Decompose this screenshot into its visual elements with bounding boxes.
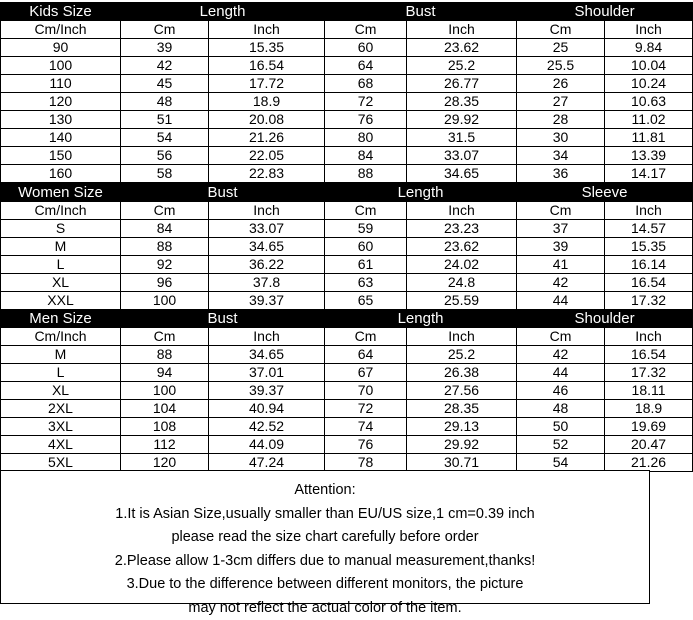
value-cell: 20.08	[209, 111, 325, 129]
value-cell: 92	[121, 256, 209, 274]
value-cell: 60	[325, 39, 407, 57]
value-cell: 37	[517, 220, 605, 238]
unit-label: Cm/Inch	[1, 202, 121, 220]
value-cell: 37.01	[209, 364, 325, 382]
value-cell: 21.26	[209, 129, 325, 147]
value-cell: 100	[121, 382, 209, 400]
size-cell: 5XL	[1, 454, 121, 472]
size-cell: 100	[1, 57, 121, 75]
value-cell: 26	[517, 75, 605, 93]
value-cell: 112	[121, 436, 209, 454]
value-cell: 84	[325, 147, 407, 165]
table-row	[1, 274, 693, 292]
size-cell: XL	[1, 274, 121, 292]
value-cell: 88	[121, 346, 209, 364]
measurement-header: Length	[325, 310, 517, 328]
unit-label: Cm	[517, 328, 605, 346]
table-row	[1, 57, 693, 75]
unit-label: Cm	[517, 21, 605, 39]
measurement-header: Length	[325, 184, 517, 202]
men-size-table	[0, 309, 693, 472]
value-cell: 39.37	[209, 292, 325, 310]
size-cell: L	[1, 364, 121, 382]
value-cell: 20.47	[605, 436, 693, 454]
value-cell: 10.24	[605, 75, 693, 93]
value-cell: 88	[325, 165, 407, 183]
value-cell: 23.62	[407, 238, 517, 256]
value-cell: 64	[325, 346, 407, 364]
unit-label: Inch	[407, 21, 517, 39]
value-cell: 48	[517, 400, 605, 418]
value-cell: 28	[517, 111, 605, 129]
value-cell: 61	[325, 256, 407, 274]
value-cell: 80	[325, 129, 407, 147]
table-row	[1, 147, 693, 165]
table-row	[1, 129, 693, 147]
value-cell: 33.07	[209, 220, 325, 238]
section-header-row	[1, 3, 693, 21]
value-cell: 108	[121, 418, 209, 436]
value-cell: 51	[121, 111, 209, 129]
table-row	[1, 364, 693, 382]
size-cell: 3XL	[1, 418, 121, 436]
value-cell: 36	[517, 165, 605, 183]
value-cell: 23.62	[407, 39, 517, 57]
attention-line: 1.It is Asian Size,usually smaller than EU/US size,1 cm=0.39 inch	[1, 503, 649, 527]
value-cell: 16.54	[605, 346, 693, 364]
value-cell: 104	[121, 400, 209, 418]
value-cell: 84	[121, 220, 209, 238]
table-row	[1, 220, 693, 238]
value-cell: 29.92	[407, 436, 517, 454]
table-row	[1, 418, 693, 436]
value-cell: 76	[325, 436, 407, 454]
table-row	[1, 165, 693, 183]
value-cell: 100	[121, 292, 209, 310]
value-cell: 25	[517, 39, 605, 57]
size-cell: 150	[1, 147, 121, 165]
attention-line: please read the size chart carefully before order	[1, 526, 649, 550]
value-cell: 59	[325, 220, 407, 238]
value-cell: 18.11	[605, 382, 693, 400]
value-cell: 63	[325, 274, 407, 292]
unit-label: Cm	[325, 202, 407, 220]
value-cell: 52	[517, 436, 605, 454]
value-cell: 17.72	[209, 75, 325, 93]
unit-label: Cm/Inch	[1, 328, 121, 346]
value-cell: 28.35	[407, 93, 517, 111]
value-cell: 42	[517, 346, 605, 364]
unit-label: Inch	[605, 21, 693, 39]
unit-header-row	[1, 202, 693, 220]
unit-label: Cm/Inch	[1, 21, 121, 39]
value-cell: 28.35	[407, 400, 517, 418]
attention-line: 2.Please allow 1-3cm differs due to manual measurement,thanks!	[1, 550, 649, 574]
section-header-row	[1, 184, 693, 202]
size-cell: M	[1, 346, 121, 364]
value-cell: 34	[517, 147, 605, 165]
value-cell: 25.59	[407, 292, 517, 310]
value-cell: 15.35	[605, 238, 693, 256]
value-cell: 76	[325, 111, 407, 129]
size-cell: 4XL	[1, 436, 121, 454]
value-cell: 96	[121, 274, 209, 292]
value-cell: 18.9	[209, 93, 325, 111]
table-row	[1, 292, 693, 310]
unit-label: Inch	[209, 21, 325, 39]
section-header-row	[1, 310, 693, 328]
value-cell: 11.81	[605, 129, 693, 147]
value-cell: 14.17	[605, 165, 693, 183]
unit-label: Cm	[325, 328, 407, 346]
value-cell: 16.54	[209, 57, 325, 75]
unit-header-row	[1, 21, 693, 39]
unit-label: Cm	[517, 202, 605, 220]
value-cell: 23.23	[407, 220, 517, 238]
value-cell: 27	[517, 93, 605, 111]
value-cell: 42	[517, 274, 605, 292]
table-row	[1, 400, 693, 418]
table-row	[1, 39, 693, 57]
value-cell: 26.38	[407, 364, 517, 382]
value-cell: 41	[517, 256, 605, 274]
size-cell: 2XL	[1, 400, 121, 418]
table-row	[1, 93, 693, 111]
value-cell: 30	[517, 129, 605, 147]
measurement-header: Length	[121, 3, 325, 21]
size-cell: 110	[1, 75, 121, 93]
value-cell: 65	[325, 292, 407, 310]
size-cell: 130	[1, 111, 121, 129]
value-cell: 30.71	[407, 454, 517, 472]
value-cell: 17.32	[605, 292, 693, 310]
size-cell: M	[1, 238, 121, 256]
value-cell: 34.65	[209, 346, 325, 364]
value-cell: 21.26	[605, 454, 693, 472]
value-cell: 16.54	[605, 274, 693, 292]
value-cell: 72	[325, 93, 407, 111]
value-cell: 29.92	[407, 111, 517, 129]
value-cell: 37.8	[209, 274, 325, 292]
value-cell: 60	[325, 238, 407, 256]
value-cell: 54	[517, 454, 605, 472]
unit-label: Inch	[407, 202, 517, 220]
value-cell: 26.77	[407, 75, 517, 93]
value-cell: 25.5	[517, 57, 605, 75]
value-cell: 10.63	[605, 93, 693, 111]
unit-label: Cm	[121, 328, 209, 346]
measurement-header: Bust	[325, 3, 517, 21]
measurement-header: Sleeve	[517, 184, 693, 202]
value-cell: 47.24	[209, 454, 325, 472]
size-cell: XXL	[1, 292, 121, 310]
value-cell: 24.02	[407, 256, 517, 274]
measurement-header: Bust	[121, 310, 325, 328]
value-cell: 88	[121, 238, 209, 256]
attention-title: Attention:	[1, 479, 649, 503]
value-cell: 70	[325, 382, 407, 400]
value-cell: 25.2	[407, 57, 517, 75]
value-cell: 34.65	[407, 165, 517, 183]
table-row	[1, 256, 693, 274]
value-cell: 120	[121, 454, 209, 472]
attention-line: may not reflect the actual color of the item.	[1, 597, 649, 620]
value-cell: 56	[121, 147, 209, 165]
value-cell: 22.05	[209, 147, 325, 165]
value-cell: 46	[517, 382, 605, 400]
value-cell: 33.07	[407, 147, 517, 165]
value-cell: 16.14	[605, 256, 693, 274]
value-cell: 74	[325, 418, 407, 436]
kids-size-table	[0, 2, 693, 183]
table-row	[1, 454, 693, 472]
value-cell: 44	[517, 292, 605, 310]
value-cell: 19.69	[605, 418, 693, 436]
measurement-header: Shoulder	[517, 3, 693, 21]
unit-label: Cm	[121, 202, 209, 220]
size-cell: 160	[1, 165, 121, 183]
value-cell: 68	[325, 75, 407, 93]
value-cell: 40.94	[209, 400, 325, 418]
table-row	[1, 75, 693, 93]
size-cell: 140	[1, 129, 121, 147]
value-cell: 48	[121, 93, 209, 111]
value-cell: 27.56	[407, 382, 517, 400]
value-cell: 18.9	[605, 400, 693, 418]
table-row	[1, 111, 693, 129]
unit-header-row	[1, 328, 693, 346]
size-cell: 120	[1, 93, 121, 111]
value-cell: 9.84	[605, 39, 693, 57]
value-cell: 11.02	[605, 111, 693, 129]
value-cell: 44	[517, 364, 605, 382]
value-cell: 29.13	[407, 418, 517, 436]
table-row	[1, 382, 693, 400]
value-cell: 39	[121, 39, 209, 57]
measurement-header: Bust	[121, 184, 325, 202]
value-cell: 13.39	[605, 147, 693, 165]
measurement-header: Shoulder	[517, 310, 693, 328]
value-cell: 78	[325, 454, 407, 472]
women-size-table	[0, 183, 693, 310]
value-cell: 58	[121, 165, 209, 183]
value-cell: 14.57	[605, 220, 693, 238]
value-cell: 36.22	[209, 256, 325, 274]
unit-label: Inch	[407, 328, 517, 346]
size-cell: 90	[1, 39, 121, 57]
size-cell: L	[1, 256, 121, 274]
value-cell: 72	[325, 400, 407, 418]
value-cell: 64	[325, 57, 407, 75]
attention-line: 3.Due to the difference between different monitors, the picture	[1, 573, 649, 597]
value-cell: 17.32	[605, 364, 693, 382]
value-cell: 54	[121, 129, 209, 147]
unit-label: Inch	[209, 328, 325, 346]
value-cell: 44.09	[209, 436, 325, 454]
value-cell: 39.37	[209, 382, 325, 400]
section-title: Kids Size	[1, 3, 121, 21]
unit-label: Inch	[209, 202, 325, 220]
value-cell: 50	[517, 418, 605, 436]
value-cell: 45	[121, 75, 209, 93]
unit-label: Cm	[325, 21, 407, 39]
value-cell: 22.83	[209, 165, 325, 183]
value-cell: 31.5	[407, 129, 517, 147]
value-cell: 42	[121, 57, 209, 75]
value-cell: 94	[121, 364, 209, 382]
value-cell: 25.2	[407, 346, 517, 364]
value-cell: 39	[517, 238, 605, 256]
value-cell: 34.65	[209, 238, 325, 256]
size-cell: S	[1, 220, 121, 238]
value-cell: 67	[325, 364, 407, 382]
table-row	[1, 436, 693, 454]
value-cell: 42.52	[209, 418, 325, 436]
section-title: Women Size	[1, 184, 121, 202]
table-row	[1, 238, 693, 256]
section-title: Men Size	[1, 310, 121, 328]
table-row	[1, 346, 693, 364]
value-cell: 15.35	[209, 39, 325, 57]
attention-notes	[0, 470, 650, 604]
value-cell: 10.04	[605, 57, 693, 75]
unit-label: Inch	[605, 202, 693, 220]
value-cell: 24.8	[407, 274, 517, 292]
unit-label: Inch	[605, 328, 693, 346]
unit-label: Cm	[121, 21, 209, 39]
size-cell: XL	[1, 382, 121, 400]
